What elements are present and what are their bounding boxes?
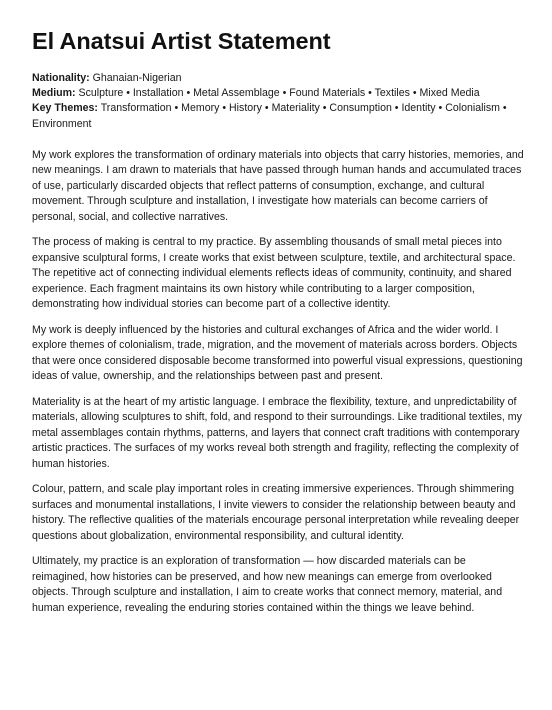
meta-medium <box>32 86 524 101</box>
body-paragraph: The process of making is central to my practice. By assembling thousands of small metal pieces into expansive sculptural forms, I create works that exist between sculpture, textile, and architectural space. The repetitive act of connecting individual elements reflects ideas of community, continuity, and shared experience. Each fragment maintains its own history while contributing to a larger composition, demonstrating how individual stories can become part of a collective identity. <box>32 236 516 311</box>
body-paragraph: My work is deeply influenced by the histories and cultural exchanges of Africa and the wider world. I explore themes of colonialism, trade, migration, and the movement of materials across borders. Objects that were once considered disposable become transformed into powerful visual expressions, questioning ideas of value, ownership, and the relationships between past and present. <box>32 323 523 383</box>
body-paragraph: Ultimately, my practice is an exploration of transformation — how discarded materials can be reimagined, how histories can be preserved, and how new meanings can emerge from overlooked objects. Through sculpture and installation, I aim to create works that connect memory, material, and human experience, revealing the enduring stories contained within the things we leave behind. <box>32 555 503 614</box>
page-title: El Anatsui Artist Statement <box>32 28 331 54</box>
metadata-block <box>32 71 524 132</box>
meta-label: Medium: <box>32 87 76 100</box>
meta-value: Transformation • Memory • History • Materiality • Consumption • Identity • Colonialism • Environment <box>32 102 507 130</box>
document-page <box>32 26 524 626</box>
body-paragraph: My work explores the transformation of ordinary materials into objects that carry histories, memories, and new meanings. I am drawn to materials that have passed through human hands and accumulated traces of use, particularly discarded objects that reflect patterns of consumption, exchange, and cultural movement. Through sculpture and installation, I investigate how materials can become carriers of personal, social, and collective narratives. <box>32 148 524 223</box>
meta-label: Nationality: <box>32 72 90 84</box>
body-paragraph: Colour, pattern, and scale play important roles in creating immersive experiences. Through shimmering surfaces and monumental installations, I invite viewers to consider the relationship between beauty and history. The reflective qualities of the materials encourage personal interpretation while revealing deeper questions about globalization, environmental responsibility, and cultural identity. <box>32 483 520 542</box>
meta-value: Ghanaian-Nigerian <box>92 72 182 84</box>
meta-label: Key Themes: <box>32 102 98 115</box>
meta-key-themes <box>32 101 524 131</box>
meta-value: Sculpture • Installation • Metal Assemblage • Found Materials • Textiles • Mixed Media <box>78 87 480 100</box>
meta-nationality <box>32 71 524 86</box>
body-paragraph: Materiality is at the heart of my artistic language. I embrace the flexibility, texture, and unpredictability of materials, allowing sculptures to shift, fold, and respond to their surroundings. Like traditional textiles, my metal assemblages contain rhythms, patterns, and layers that connect craft traditions with contemporary artistic practices. The surfaces of my works reveal both strength and fragility, reflecting the complexity of human histories. <box>32 395 522 470</box>
